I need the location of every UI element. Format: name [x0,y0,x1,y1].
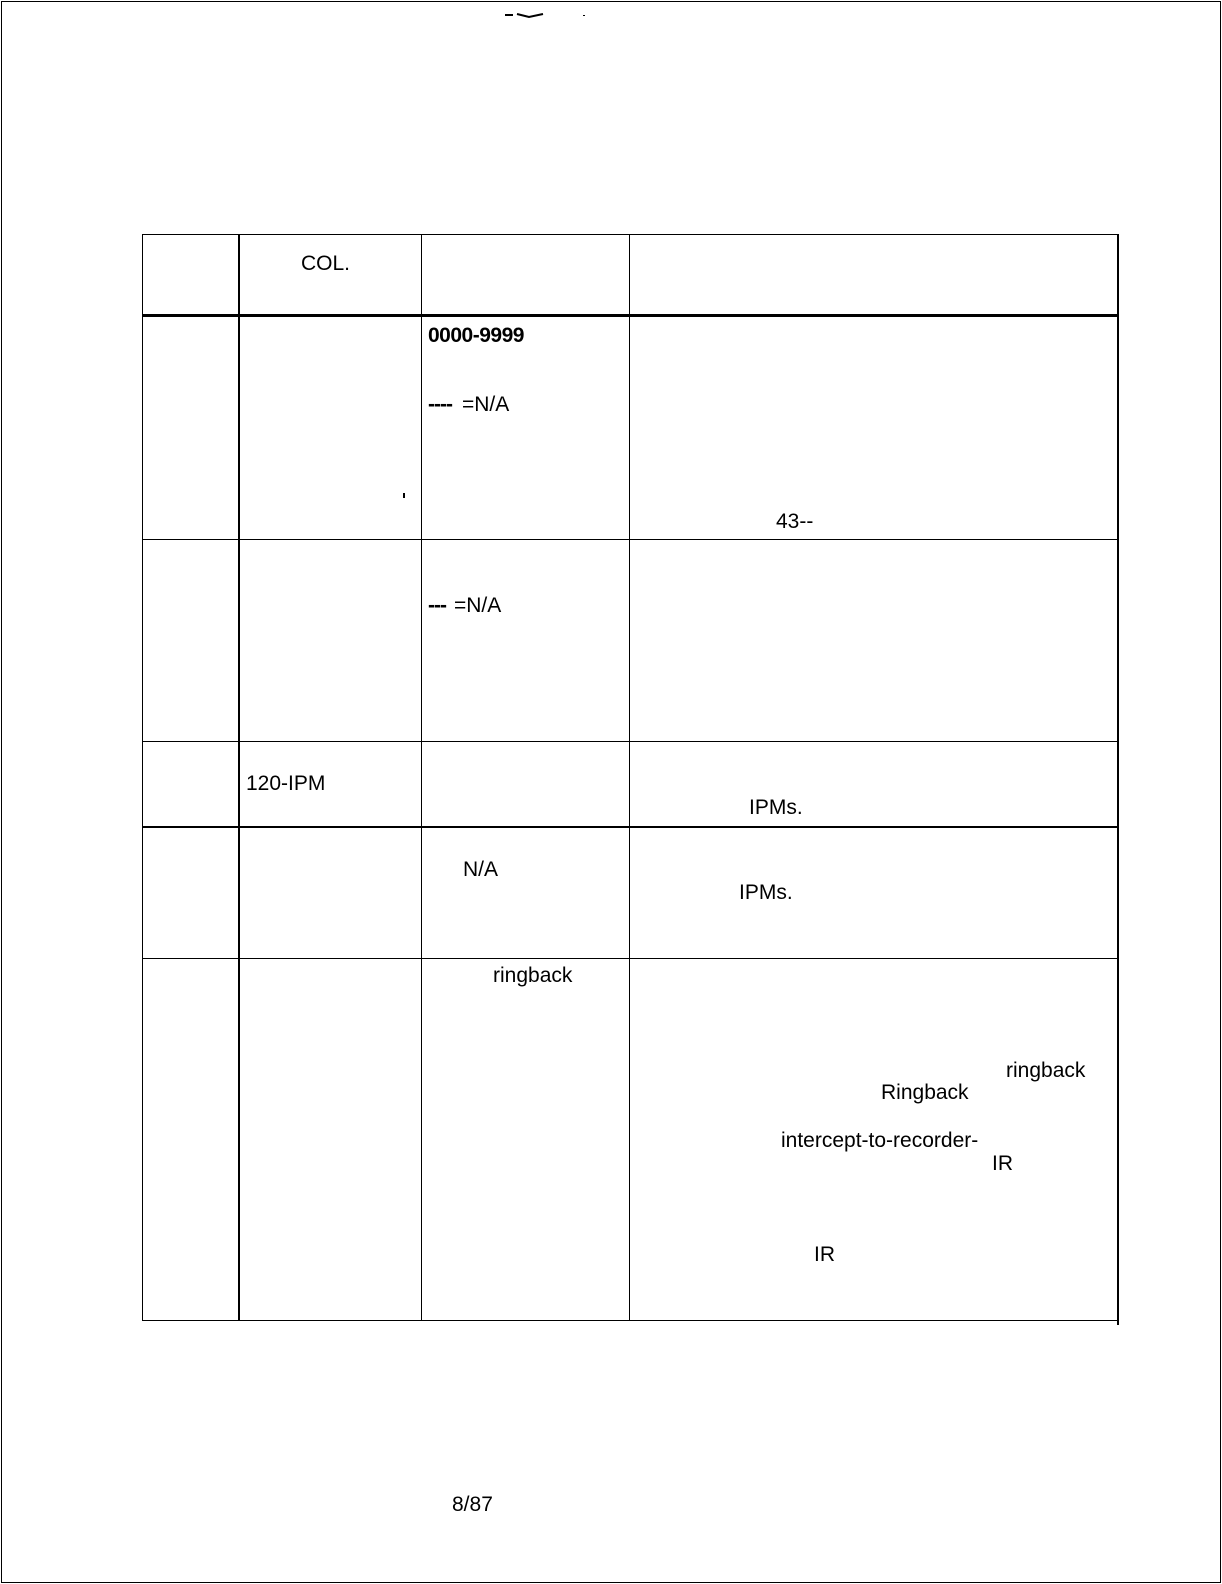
description-ringback-cap: Ringback [881,1081,969,1104]
na-text: =N/A [462,393,510,416]
column-rule [1117,234,1119,1325]
description-ir: IR [992,1152,1013,1175]
row-divider [142,958,1119,959]
description-ringback: ringback [1006,1059,1086,1082]
scan-artifact [505,12,587,20]
row-divider [142,539,1119,540]
description-intercept: intercept-to-recorder- [781,1129,979,1152]
na-dashes: --- [428,594,446,617]
column-rule [142,234,143,321]
page-reference: 43-- [776,510,814,533]
column-rule [421,234,422,1321]
header-bottom-rule [142,314,1119,317]
unit-text: IPMs. [739,881,793,904]
na-text: =N/A [454,594,502,617]
column-rule [142,317,143,1321]
na-dashes: ---- [428,393,452,416]
na-text: N/A [463,858,499,881]
footer-date: 8/87 [452,1493,493,1516]
description-ir: IR [814,1243,835,1266]
value-range: 0000-9999 [428,324,524,347]
unit-text: IPMs. [749,796,803,819]
row-divider [142,741,1119,742]
column-rule [629,234,630,1321]
column-header-col: COL. [301,252,351,275]
table-bottom-rule [142,1320,1119,1321]
value-option: ringback [493,964,573,987]
column-rule [238,234,240,1321]
page-border [1,1,1221,1583]
row-divider [142,826,1119,828]
scan-tick [403,493,405,498]
column-label: 120-IPM [246,772,326,795]
table-top-rule [142,234,1119,235]
